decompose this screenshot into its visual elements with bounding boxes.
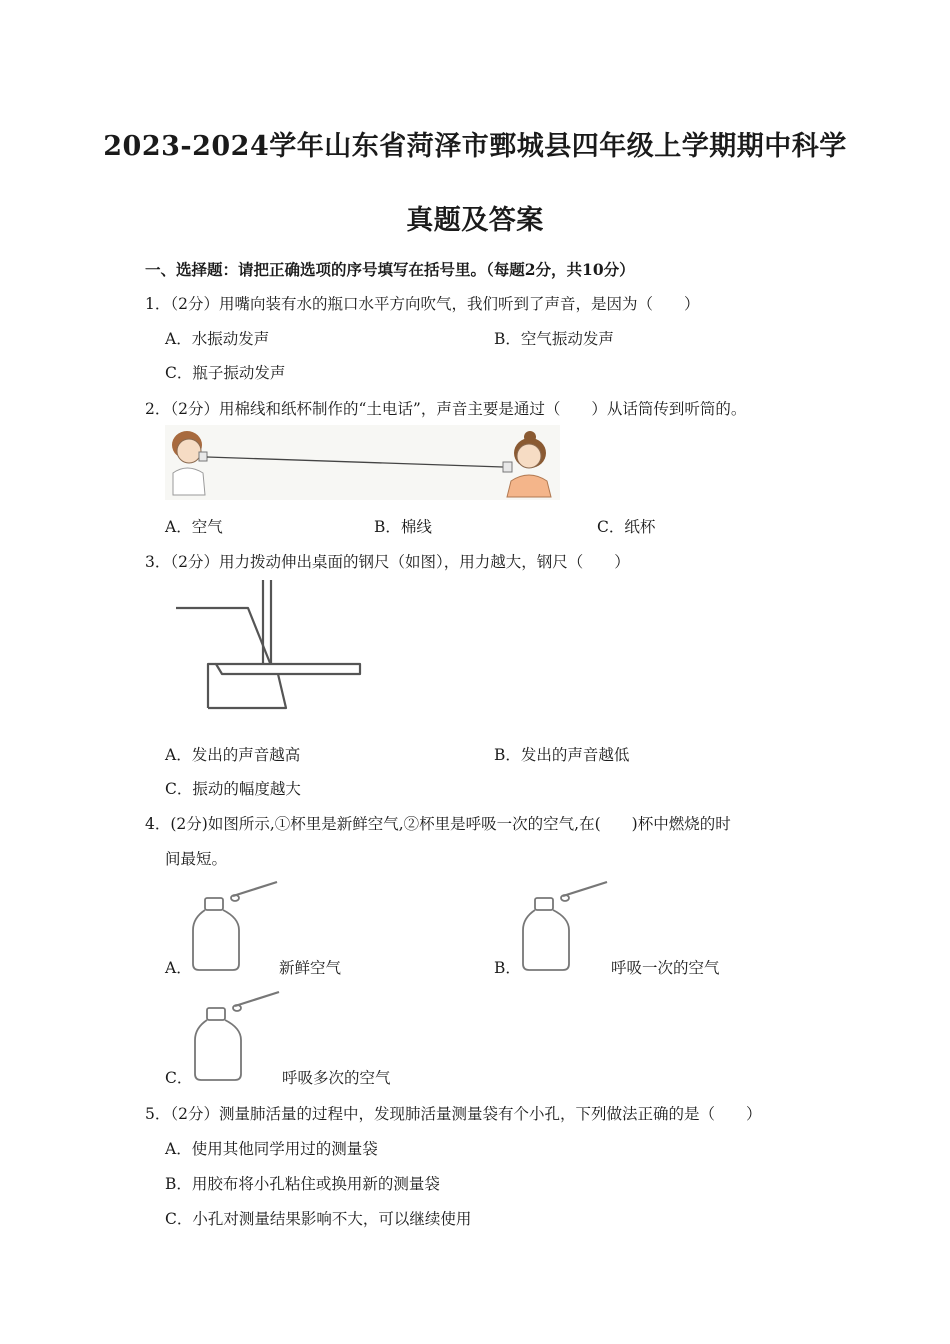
- question-1-option-b: B．空气振动发声: [494, 330, 614, 348]
- section-heading: 一、选择题：请把正确选项的序号填写在括号里。（每题2分，共10分）: [145, 260, 635, 279]
- question-1-stem: 1．（2分）用嘴向装有水的瓶口水平方向吹气，我们听到了声音，是因为（ ）: [145, 295, 700, 313]
- question-1-option-c: C．瓶子振动发声: [165, 364, 286, 382]
- question-2-option-c: C．纸杯: [597, 518, 656, 536]
- steel-ruler-figure: [170, 578, 375, 723]
- question-4-option-c-letter: C．: [165, 1069, 193, 1087]
- exam-title-line-1: 2023-2024学年山东省菏泽市鄄城县四年级上学期期中科学: [103, 131, 847, 162]
- question-4-stem-line-2: 间最短。: [165, 850, 228, 868]
- exam-title-line-2: 真题及答案: [406, 205, 544, 236]
- question-1-option-a: A．水振动发声: [165, 330, 270, 348]
- question-3-option-c: C．振动的幅度越大: [165, 780, 301, 798]
- question-2-stem: 2．（2分）用棉线和纸杯制作的“土电话”，声音主要是通过（ ）从话筒传到听筒的。: [145, 400, 747, 418]
- question-3-stem: 3．（2分）用力拨动伸出桌面的钢尺（如图），用力越大，钢尺（ ）: [145, 553, 630, 571]
- question-5-option-c: C．小孔对测量结果影响不大，可以继续使用: [165, 1210, 472, 1228]
- question-4-stem-line-1: 4．(2分)如图所示,①杯里是新鲜空气,②杯里是呼吸一次的空气,在( )杯中燃烧的时: [145, 815, 731, 833]
- bottle-c-figure: [187, 988, 287, 1083]
- question-5-option-b: B．用胶布将小孔粘住或换用新的测量袋: [165, 1175, 440, 1193]
- question-5-stem: 5．（2分）测量肺活量的过程中，发现肺活量测量袋有个小孔，下列做法正确的是（ ）: [145, 1105, 762, 1123]
- question-4-option-a-caption: 新鲜空气: [279, 959, 342, 977]
- question-4-option-c-caption: 呼吸多次的空气: [282, 1069, 391, 1087]
- question-4-option-b-letter: B．: [494, 959, 521, 977]
- question-4-option-a-letter: A．: [165, 959, 192, 977]
- question-3-option-a: A．发出的声音越高: [165, 746, 301, 764]
- question-3-option-b: B．发出的声音越低: [494, 746, 630, 764]
- bottle-b-figure: [515, 878, 615, 973]
- question-5-option-a: A．使用其他同学用过的测量袋: [165, 1140, 378, 1158]
- question-4-option-b-caption: 呼吸一次的空气: [611, 959, 720, 977]
- tin-can-telephone-figure: [165, 425, 560, 500]
- question-2-option-a: A．空气: [165, 518, 223, 536]
- question-2-option-b: B．棉线: [374, 518, 432, 536]
- bottle-a-figure: [185, 878, 285, 973]
